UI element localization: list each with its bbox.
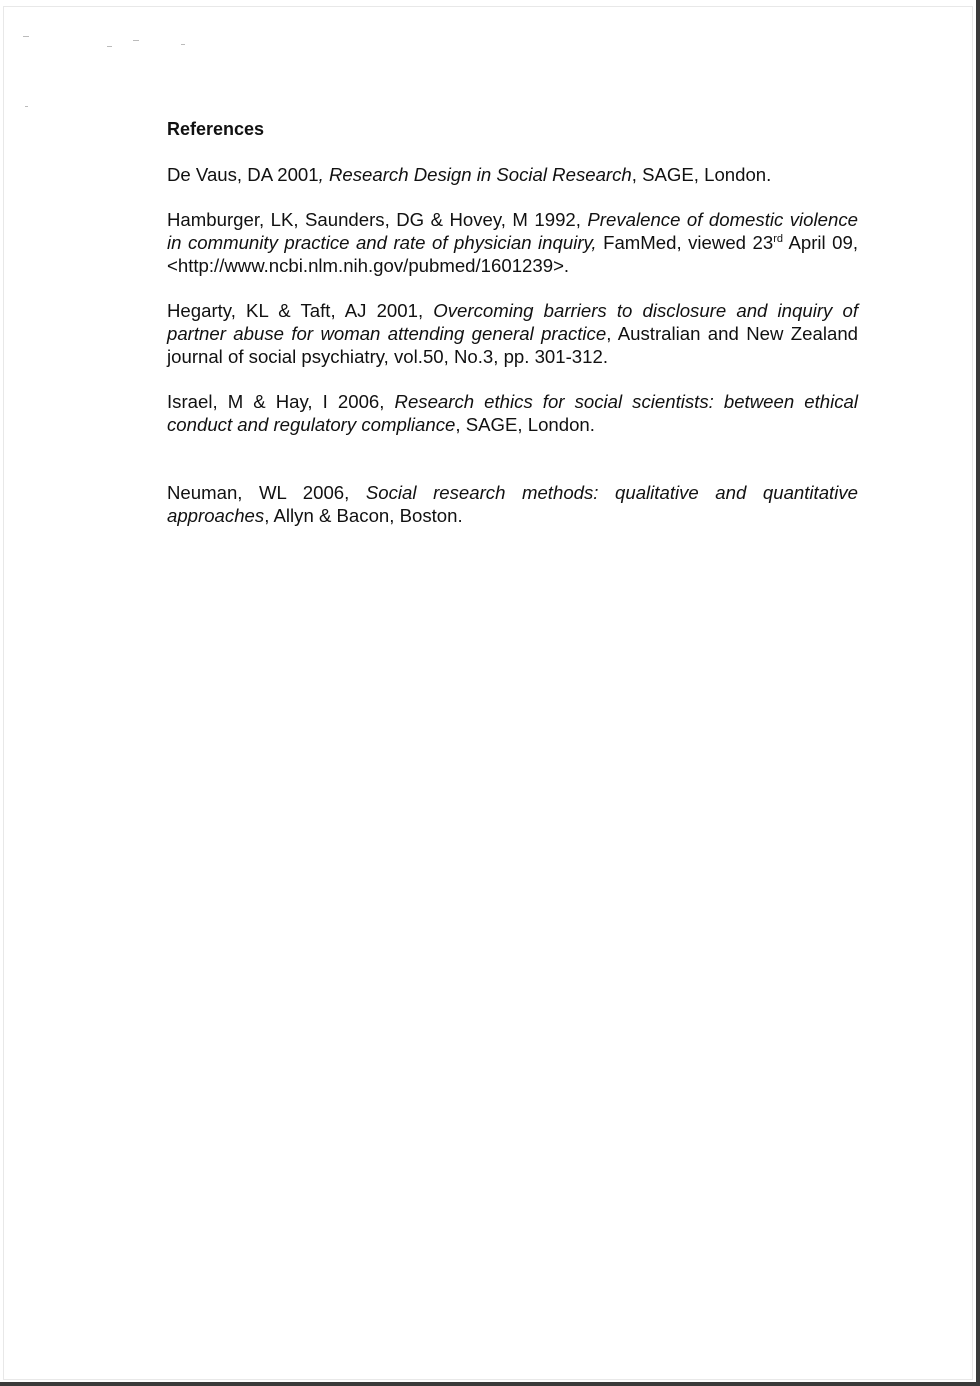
reference-authors: Neuman, WL 2006 — [167, 482, 345, 503]
reference-title: Social research methods: qualitative and quantitative approaches — [167, 482, 858, 526]
scan-speck — [133, 40, 139, 41]
reference-authors: Hamburger, LK, Saunders, DG & Hovey, M 1992 — [167, 209, 576, 230]
reference-url: April 09, <http://www.ncbi.nlm.nih.gov/pubmed/1601239>. — [167, 232, 858, 276]
references-section — [167, 118, 858, 549]
reference-publisher: FamMed, viewed 23 — [596, 232, 774, 253]
scan-speck — [23, 36, 29, 37]
reference-separator: , — [379, 391, 395, 412]
reference-separator: , — [344, 482, 366, 503]
reference-authors: Israel, M & Hay, I 2006 — [167, 391, 380, 412]
reference-authors: Hegarty, KL & Taft, AJ 2001 — [167, 300, 418, 321]
scan-speck — [181, 44, 185, 45]
scan-speck — [107, 46, 112, 47]
reference-separator: , — [575, 209, 588, 230]
reference-item — [167, 208, 858, 277]
scan-speck — [25, 106, 28, 107]
reference-separator: , — [417, 300, 434, 321]
reference-item — [167, 390, 858, 436]
reference-publisher: , Allyn & Bacon, Boston. — [264, 505, 463, 526]
reference-title: Research Design in Social Research — [328, 164, 632, 185]
reference-separator: , — [318, 164, 329, 185]
reference-publisher: , Australian and New Zealand journal of social psychiatry, vol.50, No.3, pp. 301-312. — [167, 323, 858, 367]
reference-title: Prevalence of domestic violence in community practice and rate of physician inquiry, — [167, 209, 858, 253]
reference-item — [167, 299, 858, 368]
reference-publisher: , SAGE, London. — [631, 164, 772, 185]
ordinal-suffix: rd — [773, 232, 783, 245]
reference-authors: De Vaus, DA 2001 — [167, 164, 319, 185]
reference-title: Research ethics for social scientists: between ethical conduct and regulatory compliance — [167, 391, 858, 435]
reference-title: Overcoming barriers to disclosure and inquiry of partner abuse for woman attending general practice — [167, 300, 858, 344]
reference-item — [167, 163, 858, 186]
reference-publisher: , SAGE, London. — [455, 414, 595, 435]
references-heading: References — [167, 119, 265, 139]
reference-item — [167, 481, 858, 527]
